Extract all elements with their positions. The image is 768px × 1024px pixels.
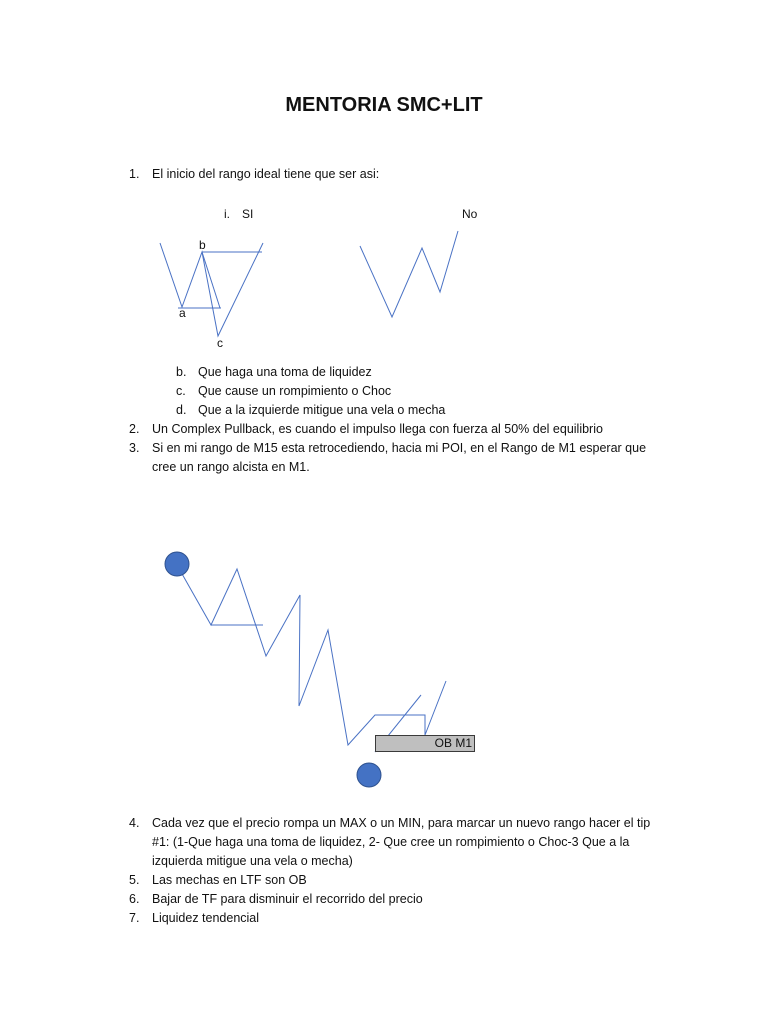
point-c-label: c: [217, 336, 223, 350]
no-price-path: [360, 231, 458, 317]
list-number-2: 2.: [129, 422, 140, 436]
ob-m1-label: OB M1: [434, 736, 472, 750]
sub-letter-c: c.: [176, 384, 186, 398]
list-item-4-line2: #1: (1-Que haga una toma de liquidez, 2- Que cree un rompimiento o Choc-3 Que a la: [152, 835, 630, 849]
sub-item-c: Que cause un rompimiento o Choc: [198, 384, 392, 398]
si-label: SI: [242, 207, 254, 221]
sub-item-d: Que a la izquierde mitigue una vela o mecha: [198, 403, 446, 417]
list-number-3: 3.: [129, 441, 140, 455]
list-number-1: 1.: [129, 167, 140, 181]
roman-numeral-i: i.: [224, 207, 230, 221]
point-b-label: b: [199, 238, 206, 252]
si-price-path: [160, 243, 263, 336]
poi-circle: [357, 763, 381, 787]
list-item-2: Un Complex Pullback, es cuando el impulso llega con fuerza al 50% del equilibrio: [152, 422, 603, 436]
start-circle: [165, 552, 189, 576]
list-item-3-line2: cree un rango alcista en M1.: [152, 460, 310, 474]
ob-m1-box: [375, 735, 475, 752]
list-item-3-line1: Si en mi rango de M15 esta retrocediendo, hacia mi POI, en el Rango de M1 esperar que: [152, 441, 647, 455]
list-item-1: El inicio del rango ideal tiene que ser asi:: [152, 167, 380, 181]
list-item-6: Bajar de TF para disminuir el recorrido del precio: [152, 892, 423, 906]
range-price-path: [177, 565, 446, 745]
list-number-4: 4.: [129, 816, 140, 830]
point-a-label: a: [179, 306, 186, 320]
list-item-7: Liquidez tendencial: [152, 911, 260, 925]
page-title: MENTORIA SMC+LIT: [285, 94, 483, 116]
list-number-5: 5.: [129, 873, 140, 887]
list-item-4-line3: izquierda mitigue una vela o mecha): [152, 854, 353, 868]
sub-letter-d: d.: [176, 403, 187, 417]
list-number-7: 7.: [129, 911, 140, 925]
sub-item-b: Que haga una toma de liquidez: [198, 365, 372, 379]
no-label: No: [462, 207, 478, 221]
list-item-5: Las mechas en LTF son OB: [152, 873, 307, 887]
list-item-4-line1: Cada vez que el precio rompa un MAX o un MIN, para marcar un nuevo rango hacer el tip: [152, 816, 651, 830]
list-number-6: 6.: [129, 892, 140, 906]
sub-letter-b: b.: [176, 365, 187, 379]
